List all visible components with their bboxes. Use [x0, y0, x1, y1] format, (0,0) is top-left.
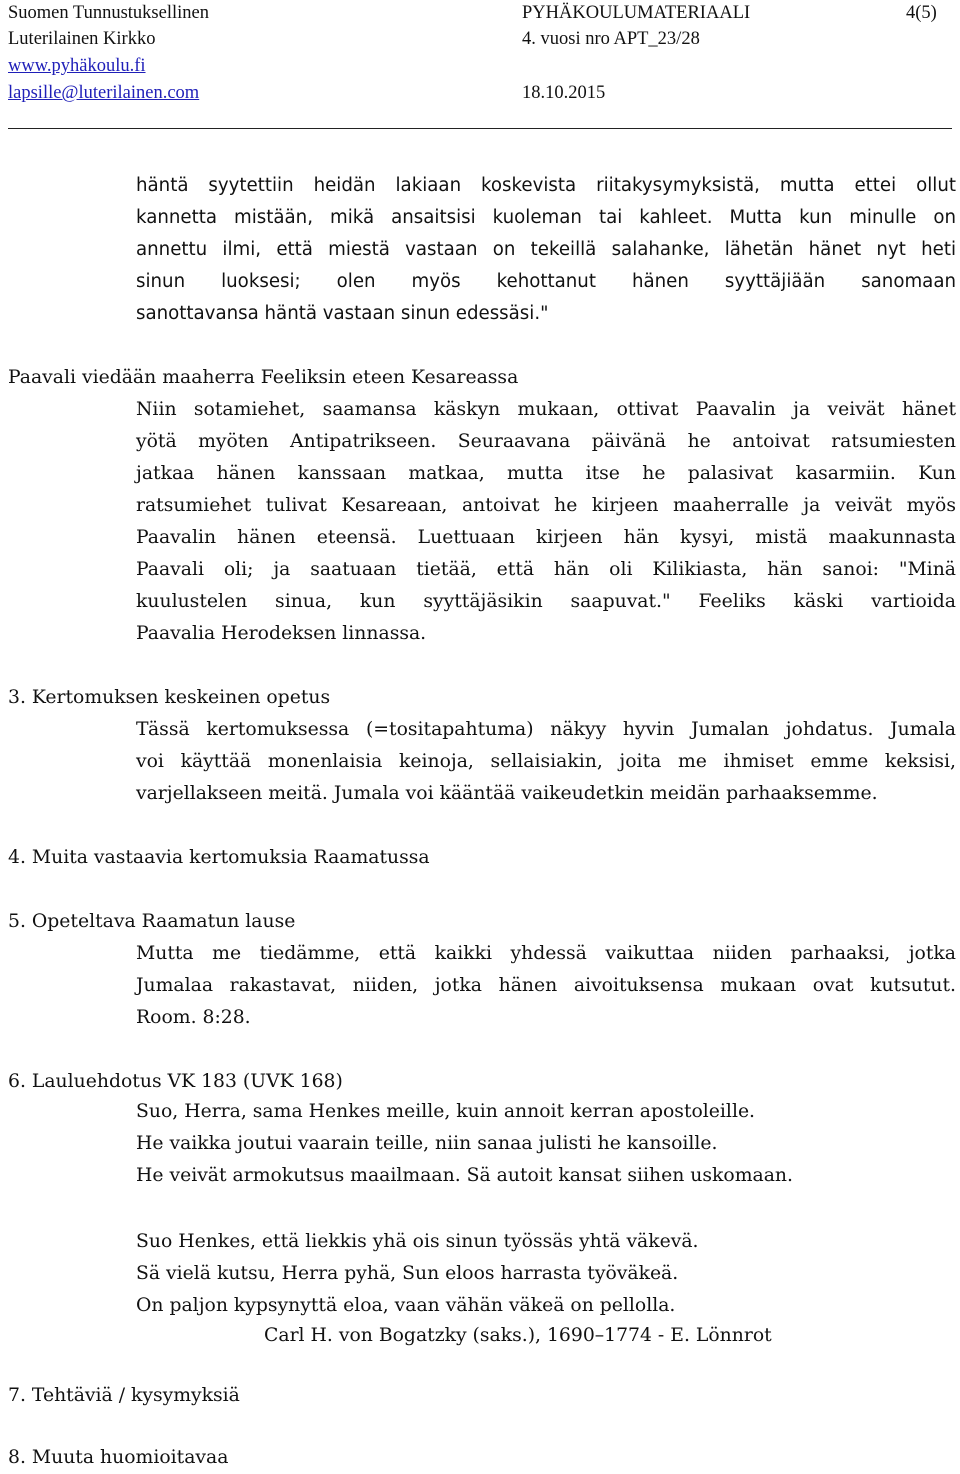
header-org-line1: Suomen Tunnustuksellinen: [8, 3, 209, 23]
paragraph-line: ratsumiehet tulivat Kesareaan, antoivat he kirjeen maaherralle ja veivät myös: [136, 495, 956, 516]
paragraph-line: Mutta me tiedämme, että kaikki yhdessä vaikuttaa niiden parhaaksi, jotka: [136, 943, 956, 964]
header-email-link[interactable]: [8, 80, 199, 106]
continuation-paragraph: [136, 170, 956, 330]
paragraph-line: varjellakseen meitä. Jumala voi kääntää vaikeudetkin meidän parhaaksemme.: [136, 783, 878, 804]
verse-reference: Room. 8:28.: [136, 1007, 251, 1028]
header-date: 18.10.2015: [522, 83, 606, 103]
paragraph-line: Niin sotamiehet, saamansa käskyn mukaan, ottivat Paavalin ja veivät hänet: [136, 399, 956, 420]
section-heading-5: 5. Opeteltava Raamatun lause: [8, 911, 296, 932]
paul-felix-paragraph: [136, 394, 956, 650]
paragraph-line: Paavali oli; ja saatuaan tietää, että hän oli Kilikiasta, hän sanoi: "Minä: [136, 559, 956, 580]
section-heading-8: 8. Muuta huomioitavaa: [8, 1447, 229, 1468]
paragraph-line: jatkaa hänen kanssaan matkaa, mutta itse he palasivat kasarmiin. Kun: [136, 463, 956, 484]
email-link-text[interactable]: lapsille@luterilainen.com: [8, 83, 200, 103]
section-heading-6: 6. Lauluehdotus VK 183 (UVK 168): [8, 1071, 343, 1092]
header-page-number: 4(5): [906, 3, 937, 23]
hymn-credit: Carl H. von Bogatzky (saks.), 1690–1774 - E. Lönnrot: [264, 1325, 772, 1346]
hymn-line: Sä vielä kutsu, Herra pyhä, Sun eloos harrasta työväkeä.: [136, 1263, 679, 1284]
header-website-link[interactable]: [8, 53, 146, 79]
paragraph-line: annettu ilmi, että miestä vastaan on tekeillä salahanke, lähetän hänet nyt heti: [136, 239, 956, 260]
section-heading-3: 3. Kertomuksen keskeinen opetus: [8, 687, 331, 708]
website-link-text[interactable]: www.pyhäkoulu.fi: [8, 56, 146, 76]
header-material-code: 4. vuosi nro APT_23/28: [522, 29, 700, 49]
paragraph-line: Paavalia Herodeksen linnassa.: [136, 623, 427, 644]
hymn-line: He vaikka joutui vaarain teille, niin sanaa julisti he kansoille.: [136, 1133, 718, 1154]
paragraph-line: Paavalin hänen eteensä. Luettuaan kirjeen hän kysyi, mistä maakunnasta: [136, 527, 956, 548]
section3-paragraph: [136, 714, 956, 810]
paragraph-line: sanottavansa häntä vastaan sinun edessäsi.": [136, 303, 549, 324]
paragraph-line: voi käyttää monenlaisia keinoja, sellaisiakin, joita me ihmiset emme keksisi,: [136, 751, 956, 772]
hymn-line: He veivät armokutsus maailmaan. Sä autoit kansat siihen uskomaan.: [136, 1165, 793, 1186]
paragraph-line: Tässä kertomuksessa (=tositapahtuma) näkyy hyvin Jumalan johdatus. Jumala: [136, 719, 956, 740]
hymn-verse-1: [136, 1096, 956, 1192]
paragraph-line: sinun luoksesi; olen myös kehottanut hänen syyttäjiään sanomaan: [136, 271, 956, 292]
paragraph-line: häntä syytettiin heidän lakiaan koskevista riitakysymyksistä, mutta ettei ollut: [136, 175, 956, 196]
hymn-line: On paljon kypsynyttä eloa, vaan vähän väkeä on pellolla.: [136, 1295, 676, 1316]
hymn-line: Suo Henkes, että liekkis yhä ois sinun työssäs yhtä väkevä.: [136, 1231, 699, 1252]
section-heading-4: 4. Muita vastaavia kertomuksia Raamatussa: [8, 847, 430, 868]
paragraph-line: kannetta mistään, mikä ansaitsisi kuoleman tai kahleet. Mutta kun minulle on: [136, 207, 956, 228]
bible-verse-paragraph: [136, 938, 956, 1034]
section-heading-paul-felix: Paavali viedään maaherra Feeliksin eteen Kesareassa: [8, 367, 519, 388]
hymn-line: Suo, Herra, sama Henkes meille, kuin annoit kerran apostoleille.: [136, 1101, 756, 1122]
header-divider: [8, 128, 952, 129]
hymn-verse-2: [136, 1226, 956, 1322]
paragraph-line: kuulustelen sinua, kun syyttäjäsikin saapuvat." Feeliks käski vartioida: [136, 591, 956, 612]
section-heading-7: 7. Tehtäviä / kysymyksiä: [8, 1385, 240, 1406]
header-org-line2: Luterilainen Kirkko: [8, 29, 156, 49]
paragraph-line: yötä myöten Antipatrikseen. Seuraavana päivänä he antoivat ratsumiesten: [136, 431, 956, 452]
paragraph-line: Jumalaa rakastavat, niiden, jotka hänen aivoituksensa mukaan ovat kutsutut.: [136, 975, 956, 996]
header-material-title: PYHÄKOULUMATERIAALI: [522, 3, 751, 23]
